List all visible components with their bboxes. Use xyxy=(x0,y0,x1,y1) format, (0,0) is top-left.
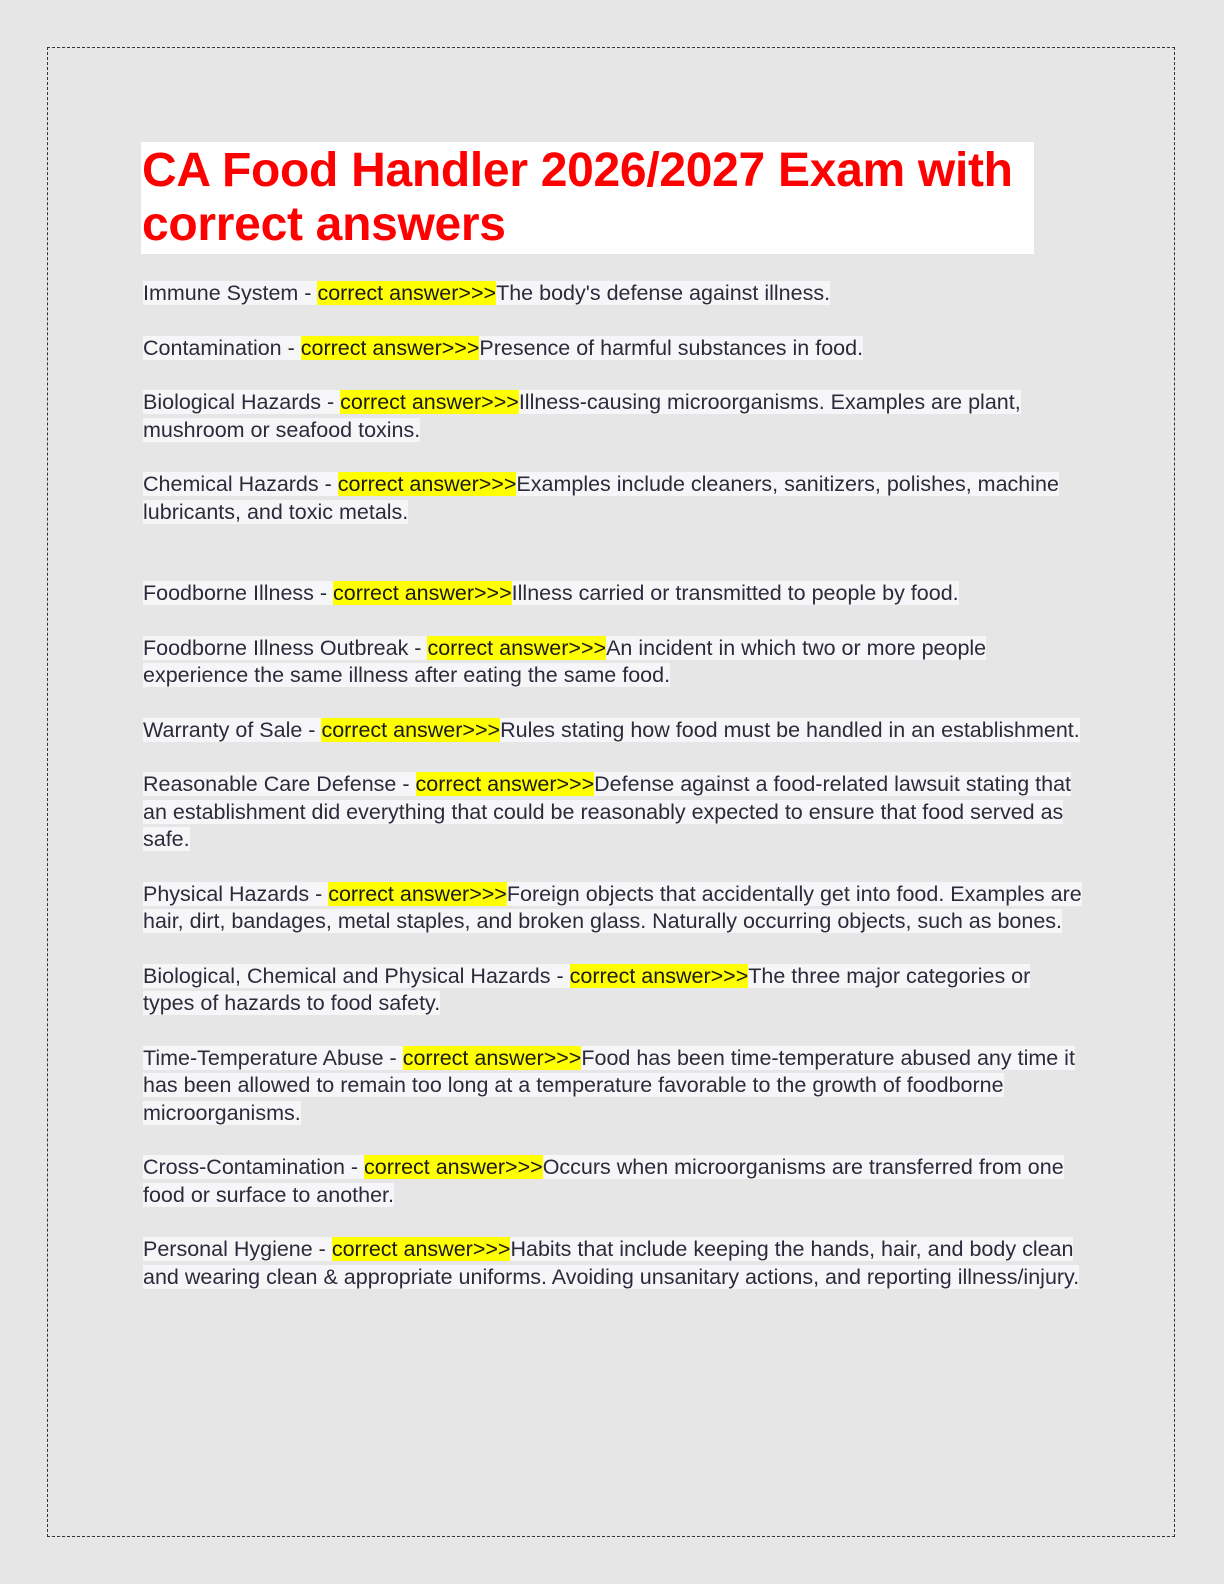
entry-term: Warranty of Sale - xyxy=(143,717,322,742)
entry-term: Personal Hygiene - xyxy=(143,1237,332,1261)
entry-term: Time-Temperature Abuse - xyxy=(143,1045,403,1070)
correct-answer-marker: correct answer>>> xyxy=(402,1045,582,1070)
entry-definition: Habits that include keeping the hands, hair, and body clean and wearing clean & appropriate uniforms. Avoiding unsanitary actions, and reporting illness/injury. xyxy=(143,1237,1080,1289)
correct-answer-marker: correct answer>>> xyxy=(331,1237,511,1261)
entry-time-temperature-abuse xyxy=(143,1045,1083,1128)
entry-term: Biological Hazards - xyxy=(143,390,341,414)
entry-term: Biological, Chemical and Physical Hazards - xyxy=(143,963,570,988)
entry-three-hazards xyxy=(143,963,1083,1018)
entry-contamination xyxy=(143,335,1083,363)
entry-definition: Occurs when microorganisms are transferred from one food or surface to another. xyxy=(143,1155,1064,1207)
entry-term: Foodborne Illness - xyxy=(143,581,334,605)
entry-definition: Foreign objects that accidentally get into food. Examples are hair, dirt, bandages, metal staples, and broken glass. Naturally occurring objects, such as bones. xyxy=(143,881,1082,933)
entry-definition: The body's defense against illness. xyxy=(496,281,831,305)
entry-definition: Defense against a food-related lawsuit stating that an establishment did everything that could be reasonably expected to ensure that food served as safe. xyxy=(143,772,1072,851)
correct-answer-marker: correct answer>>> xyxy=(337,472,517,496)
correct-answer-marker: correct answer>>> xyxy=(427,635,607,660)
entry-personal-hygiene xyxy=(143,1236,1083,1291)
entry-term: Contamination - xyxy=(143,335,301,360)
entry-immune-system xyxy=(143,280,1083,308)
entry-term: Chemical Hazards - xyxy=(143,472,338,496)
correct-answer-marker: correct answer>>> xyxy=(300,335,480,360)
entry-cross-contamination xyxy=(143,1154,1083,1209)
correct-answer-marker: correct answer>>> xyxy=(328,881,507,906)
entry-foodborne-illness xyxy=(143,580,1083,608)
entry-chemical-hazards xyxy=(143,471,1083,526)
entry-definition: Examples include cleaners, sanitizers, polishes, machine lubricants, and toxic metals. xyxy=(143,472,1059,524)
entry-term: Cross-Contamination - xyxy=(143,1155,365,1179)
correct-answer-marker: correct answer>>> xyxy=(321,717,501,742)
correct-answer-marker: correct answer>>> xyxy=(569,963,749,988)
entry-term: Physical Hazards - xyxy=(143,881,329,906)
entry-definition: Rules stating how food must be handled in an establishment. xyxy=(500,717,1080,742)
correct-answer-marker: correct answer>>> xyxy=(333,581,512,605)
correct-answer-marker: correct answer>>> xyxy=(364,1155,543,1179)
entry-warranty-of-sale xyxy=(143,717,1083,745)
document-title: CA Food Handler 2026/2027 Exam with correct answers xyxy=(142,144,1013,251)
entry-definition: Illness carried or transmitted to people by food. xyxy=(511,581,959,605)
entry-list xyxy=(143,280,1083,1291)
entry-definition: Illness-causing microorganisms. Examples are plant, mushroom or seafood toxins. xyxy=(143,390,1021,442)
entry-term: Reasonable Care Defense - xyxy=(143,772,416,796)
entry-foodborne-illness-outbreak xyxy=(143,635,1083,690)
title-box xyxy=(141,142,1034,254)
entry-definition: Food has been time-temperature abused any time it has been allowed to remain too long at a temperature favorable to the growth of foodborne microorganisms. xyxy=(143,1045,1075,1125)
entry-definition: The three major categories or types of hazards to food safety. xyxy=(143,963,1031,1015)
document-body xyxy=(143,142,1083,1291)
entry-biological-hazards xyxy=(143,389,1083,444)
correct-answer-marker: correct answer>>> xyxy=(340,390,519,414)
correct-answer-marker: correct answer>>> xyxy=(415,772,595,796)
entry-term: Immune System - xyxy=(143,281,318,305)
entry-definition: Presence of harmful substances in food. xyxy=(479,335,864,360)
entry-term: Foodborne Illness Outbreak - xyxy=(143,635,428,660)
entry-physical-hazards xyxy=(143,881,1083,936)
entry-definition: An incident in which two or more people experience the same illness after eating the same food. xyxy=(143,635,987,687)
correct-answer-marker: correct answer>>> xyxy=(317,281,497,305)
entry-reasonable-care-defense xyxy=(143,771,1083,854)
